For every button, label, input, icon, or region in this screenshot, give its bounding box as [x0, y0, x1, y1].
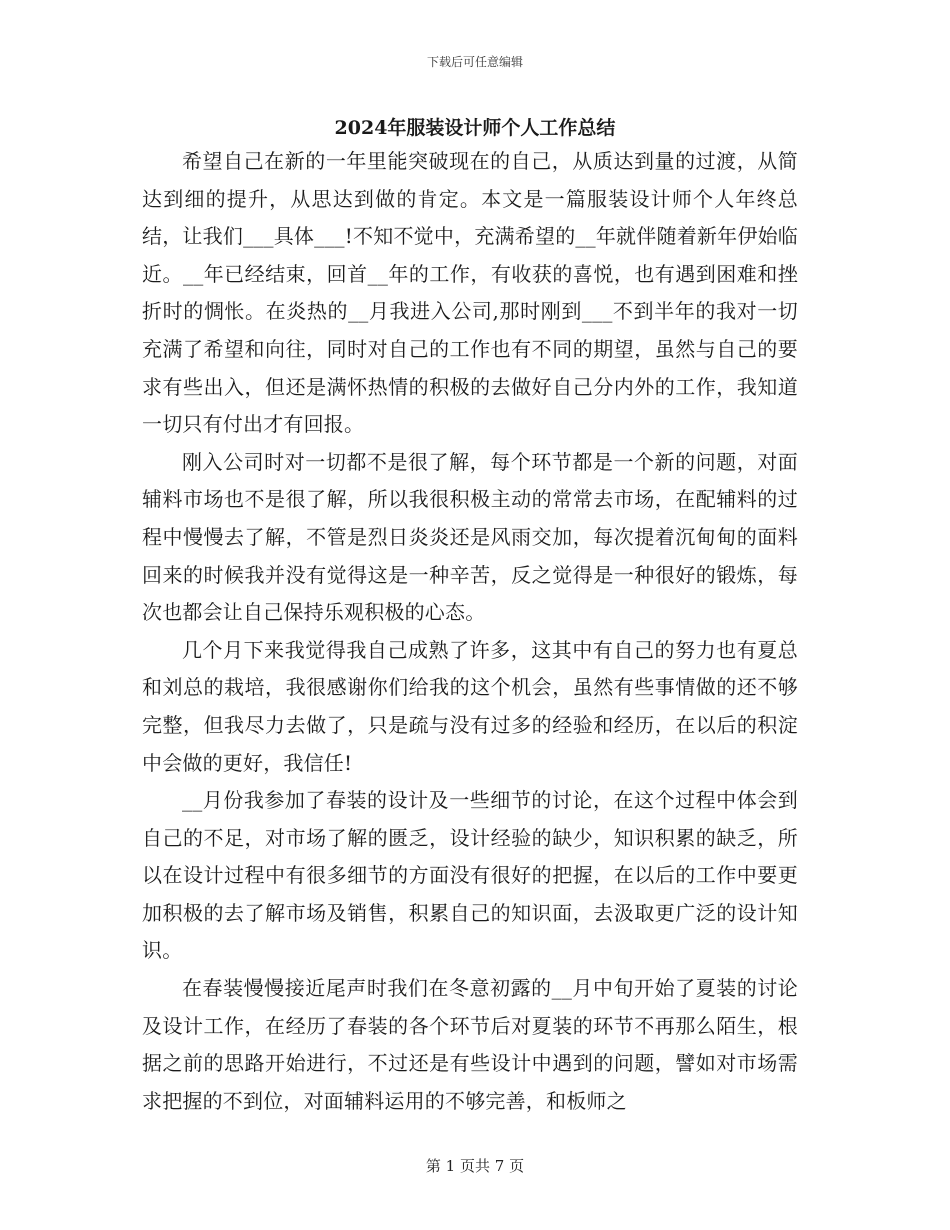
page-number: 第 1 页共 7 页 [425, 1157, 525, 1175]
paragraph: 几个月下来我觉得我自己成熟了许多，这其中有自己的努力也有夏总和刘总的栽培，我很感谢你们给我的这个机会，虽然有些事情做的还不够完整，但我尽力去做了，只是疏与没有过多的经验和经历，在以后的积淀中会做的更好，我信任! [142, 637, 798, 775]
document-title: 2024年服装设计师个人工作总结 [334, 117, 616, 139]
paragraph: 希望自己在新的一年里能突破现在的自己，从质达到量的过渡，从简达到细的提升，从思达到做的肯定。本文是一篇服装设计师个人年终总结，让我们___具体___!不知不觉中，充满希望的__年就伴随着新年伊始临近。__年已经结束，回首__年的工作，有收获的喜悦，也有遇到困难和挫折时的惆怅。在炎热的__月我进入公司,那时刚到___不到半年的我对一切充满了希望和向往，同时对自己的工作也有不同的期望，虽然与自己的要求有些出入，但还是满怀热情的积极的去做好自己分内外的工作，我知道一切只有付出才有回报。 [142, 149, 798, 437]
header-note: 下载后可任意编辑 [426, 55, 523, 69]
paragraph: 在春装慢慢接近尾声时我们在冬意初露的__月中旬开始了夏装的讨论及设计工作，在经历了春装的各个环节后对夏装的环节不再那么陌生，根据之前的思路开始进行，不过还是有些设计中遇到的问题，譬如对市场需求把握的不到位，对面辅料运用的不够完善，和板师之 [142, 976, 798, 1113]
paragraph: __月份我参加了春装的设计及一些细节的讨论，在这个过程中体会到自己的不足，对市场了解的匮乏，设计经验的缺少，知识积累的缺乏，所以在设计过程中有很多细节的方面没有很好的把握，在以后的工作中要更加积极的去了解市场及销售，积累自己的知识面，去汲取更广泛的设计知识。 [142, 788, 798, 963]
document-body [142, 143, 798, 1120]
paragraph: 刚入公司时对一切都不是很了解，每个环节都是一个新的问题，对面辅料市场也不是很了解，所以我很积极主动的常常去市场，在配辅料的过程中慢慢去了解，不管是烈日炎炎还是风雨交加，每次提着沉甸甸的面料回来的时候我并没有觉得这是一种辛苦，反之觉得是一种很好的锻炼，每次也都会让自己保持乐观积极的心态。 [142, 449, 798, 625]
